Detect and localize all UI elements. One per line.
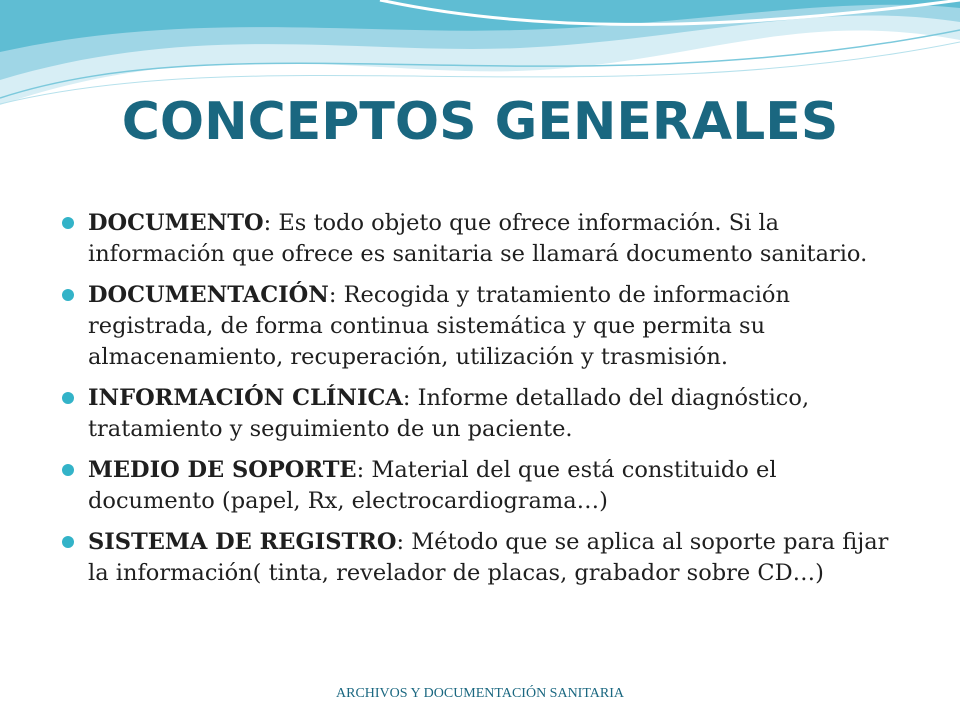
slide-title: CONCEPTOS GENERALES bbox=[121, 92, 839, 152]
bullet-definition: : Material del que está constituido el documento (papel, Rx, electrocardiograma…) bbox=[88, 457, 777, 514]
bullet-dot-icon bbox=[62, 536, 74, 548]
bullet-dot-icon bbox=[62, 464, 74, 476]
bullet-item bbox=[62, 280, 902, 373]
bullet-definition: : Es todo objeto que ofrece información. Si la información que ofrece es sanitaria se llamará documento sanitario. bbox=[88, 210, 868, 267]
bullet-term: INFORMACIÓN CLÍNICA bbox=[88, 385, 403, 411]
bullet-term: MEDIO DE SOPORTE bbox=[88, 457, 357, 483]
slide-footer: ARCHIVOS Y DOCUMENTACIÓN SANITARIA bbox=[336, 686, 624, 701]
bullet-term: DOCUMENTACIÓN bbox=[88, 282, 329, 308]
bullet-item bbox=[62, 455, 902, 517]
bullet-list bbox=[62, 208, 902, 599]
bullet-definition: : Método que se aplica al soporte para fijar la información( tinta, revelador de placas, grabador sobre CD…) bbox=[88, 529, 889, 586]
bullet-term: SISTEMA DE REGISTRO bbox=[88, 529, 397, 555]
bullet-dot-icon bbox=[62, 289, 74, 301]
bullet-definition: : Recogida y tratamiento de información registrada, de forma continua sistemática y que permita su almacenamiento, recuperación, utilización y trasmisión. bbox=[88, 282, 790, 370]
bullet-dot-icon bbox=[62, 217, 74, 229]
bullet-item bbox=[62, 208, 902, 270]
bullet-definition: : Informe detallado del diagnóstico, tratamiento y seguimiento de un paciente. bbox=[88, 385, 810, 442]
bullet-term: DOCUMENTO bbox=[88, 210, 264, 236]
bullet-item bbox=[62, 383, 902, 445]
bullet-item bbox=[62, 527, 902, 589]
bullet-dot-icon bbox=[62, 392, 74, 404]
